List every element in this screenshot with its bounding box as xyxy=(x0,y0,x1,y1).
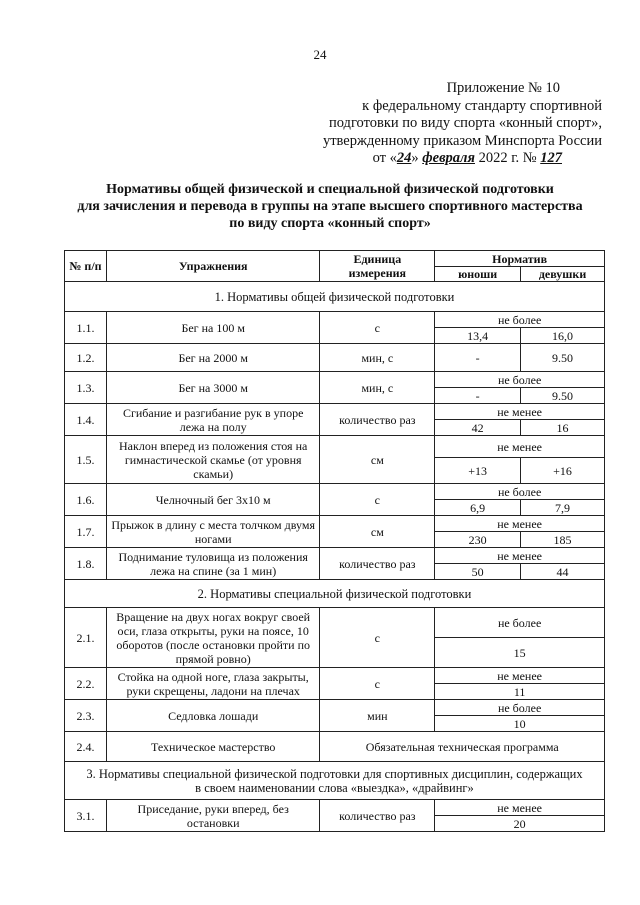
row-boys: 6,9 xyxy=(435,500,521,516)
row-condition: не менее xyxy=(435,516,605,532)
standards-table xyxy=(64,250,605,832)
row-value: 11 xyxy=(435,684,605,700)
row-value: 15 xyxy=(435,638,605,668)
row-value: 20 xyxy=(435,816,605,832)
row-unit: с xyxy=(320,312,435,344)
handwritten-month: февраля xyxy=(422,150,475,166)
header-girls: девушки xyxy=(521,267,605,282)
row-unit: см xyxy=(320,436,435,484)
row-unit: с xyxy=(320,608,435,668)
row-boys: 13,4 xyxy=(435,328,521,344)
handwritten-day: 24 xyxy=(396,150,412,166)
row-num: 1.5. xyxy=(65,436,107,484)
row-num: 3.1. xyxy=(65,800,107,832)
row-condition: не более xyxy=(435,484,605,500)
row-num: 1.7. xyxy=(65,516,107,548)
row-boys: - xyxy=(435,344,521,372)
appendix-date: от «24» февраля 2022 г. № 127 xyxy=(372,150,562,166)
row-exercise: Сгибание и разгибание рук в упоре лежа на полу xyxy=(106,404,320,436)
row-boys: 50 xyxy=(435,564,521,580)
header-num: № п/п xyxy=(65,251,107,282)
document-title: Нормативы общей физической и специальной физической подготовки для зачисления и перевода в группы на этапе высшего спортивного мастерства по виду спорта «конный спорт» xyxy=(77,182,583,231)
row-girls: 7,9 xyxy=(521,500,605,516)
row-condition: не менее xyxy=(435,668,605,684)
header-boys: юноши xyxy=(435,267,521,282)
row-girls: 44 xyxy=(521,564,605,580)
row-unit: мин, с xyxy=(320,344,435,372)
header-norm: Норматив xyxy=(435,251,605,267)
row-boys: - xyxy=(435,388,521,404)
appendix-line-3: утвержденному приказом Минспорта России xyxy=(322,132,602,149)
row-num: 2.3. xyxy=(65,700,107,732)
row-condition: не более xyxy=(435,312,605,328)
appendix-block xyxy=(282,80,602,168)
row-unit: мин, с xyxy=(320,372,435,404)
row-exercise: Бег на 100 м xyxy=(106,312,320,344)
row-girls: +16 xyxy=(521,458,605,484)
section-title: 3. Нормативы специальной физической подготовки для спортивных дисциплин, содержащих в своем наименовании слова «выездка», «драйвинг» xyxy=(65,762,605,800)
row-exercise: Бег на 2000 м xyxy=(106,344,320,372)
row-exercise: Челночный бег 3х10 м xyxy=(106,484,320,516)
row-girls: 16,0 xyxy=(521,328,605,344)
row-exercise: Седловка лошади xyxy=(106,700,320,732)
row-num: 1.8. xyxy=(65,548,107,580)
row-exercise: Вращение на двух ногах вокруг своей оси, глаза открыты, руки на поясе, 10 оборотов (после остановки пройти по прямой ровно) xyxy=(106,608,320,668)
row-exercise: Поднимание туловища из положения лежа на спине (за 1 мин) xyxy=(106,548,320,580)
row-condition: не более xyxy=(435,372,605,388)
row-girls: 185 xyxy=(521,532,605,548)
row-num: 1.4. xyxy=(65,404,107,436)
row-condition: не менее xyxy=(435,800,605,816)
row-boys: +13 xyxy=(435,458,521,484)
section-title: 2. Нормативы специальной физической подготовки xyxy=(65,580,605,608)
row-value: 10 xyxy=(435,716,605,732)
row-exercise: Техническое мастерство xyxy=(106,732,320,762)
row-unit: количество раз xyxy=(320,800,435,832)
row-unit: с xyxy=(320,484,435,516)
row-condition: не более xyxy=(435,700,605,716)
row-num: 1.3. xyxy=(65,372,107,404)
row-unit-value: Обязательная техническая программа xyxy=(320,732,605,762)
row-num: 1.1. xyxy=(65,312,107,344)
row-num: 2.2. xyxy=(65,668,107,700)
row-exercise: Прыжок в длину с места толчком двумя ногами xyxy=(106,516,320,548)
page-number: 24 xyxy=(313,47,327,62)
row-boys: 230 xyxy=(435,532,521,548)
row-exercise: Стойка на одной ноге, глаза закрыты, руки скрещены, ладони на плечах xyxy=(106,668,320,700)
header-exercise: Упражнения xyxy=(106,251,320,282)
appendix-title: Приложение № 10 xyxy=(446,80,560,96)
row-num: 1.6. xyxy=(65,484,107,516)
row-unit: см xyxy=(320,516,435,548)
row-exercise: Приседание, руки вперед, без остановки xyxy=(106,800,320,832)
row-condition: не менее xyxy=(435,548,605,564)
row-boys: 42 xyxy=(435,420,521,436)
handwritten-order-number: 127 xyxy=(540,150,562,166)
row-num: 2.1. xyxy=(65,608,107,668)
row-condition: не менее xyxy=(435,436,605,458)
row-girls: 16 xyxy=(521,420,605,436)
row-exercise: Наклон вперед из положения стоя на гимнастической скамье (от уровня скамьи) xyxy=(106,436,320,484)
section-title: 1. Нормативы общей физической подготовки xyxy=(65,282,605,312)
row-unit: мин xyxy=(320,700,435,732)
row-unit: количество раз xyxy=(320,548,435,580)
row-girls: 9.50 xyxy=(521,344,605,372)
row-girls: 9.50 xyxy=(521,388,605,404)
row-condition: не более xyxy=(435,608,605,638)
row-condition: не менее xyxy=(435,404,605,420)
row-exercise: Бег на 3000 м xyxy=(106,372,320,404)
row-unit: с xyxy=(320,668,435,700)
header-unit: Единица измерения xyxy=(320,251,435,282)
row-num: 2.4. xyxy=(65,732,107,762)
appendix-line-2: подготовки по виду спорта «конный спорт», xyxy=(328,115,602,131)
row-unit: количество раз xyxy=(320,404,435,436)
row-num: 1.2. xyxy=(65,344,107,372)
appendix-line-1: к федеральному стандарту спортивной xyxy=(362,97,602,114)
